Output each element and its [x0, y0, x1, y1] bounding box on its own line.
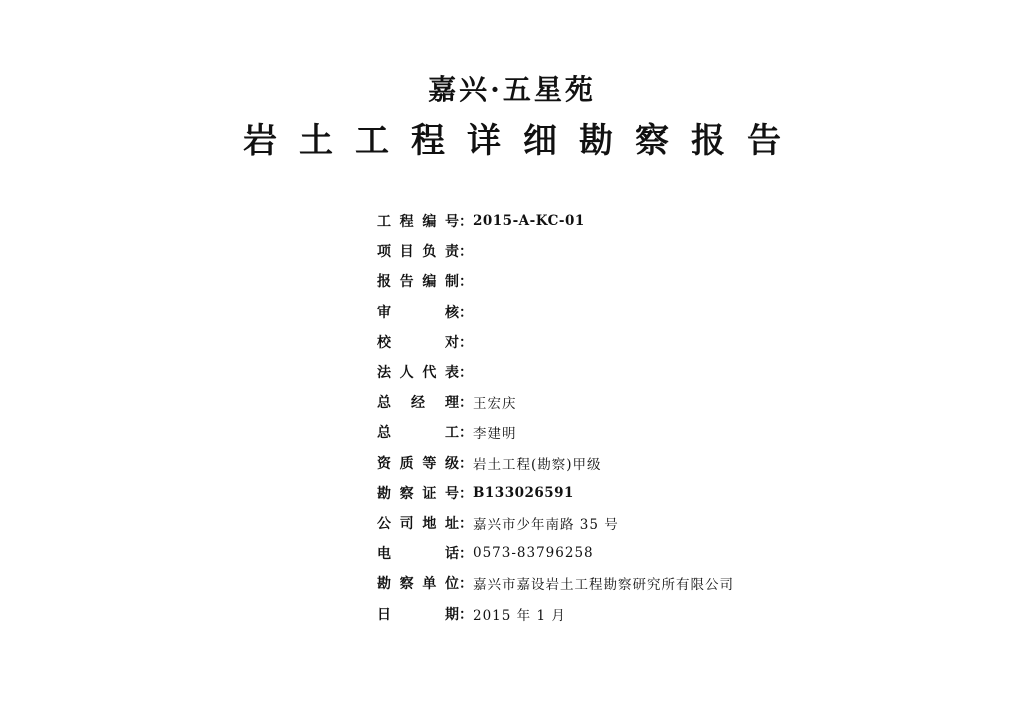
info-label: 工程编号	[377, 214, 459, 231]
info-colon: ：	[459, 485, 473, 502]
info-value: 嘉兴市嘉设岩土工程勘察研究所有限公司	[473, 577, 734, 594]
info-row-qualification-grade	[377, 448, 937, 478]
info-row-survey-unit	[377, 568, 937, 598]
info-label: 报告编制	[377, 274, 459, 291]
info-row-proofreader	[377, 327, 937, 357]
cover-info-list	[377, 206, 937, 629]
info-colon: ：	[459, 606, 473, 623]
info-label: 公司地址	[377, 515, 459, 532]
info-row-general-manager	[377, 387, 937, 417]
info-label: 法人代表	[377, 365, 459, 382]
info-label: 资质等级	[377, 455, 459, 472]
info-colon: ：	[459, 214, 473, 231]
info-row-company-address	[377, 508, 937, 538]
info-value: 2015 年 1 月	[473, 607, 566, 624]
info-value: 嘉兴市少年南路 35 号	[473, 516, 619, 533]
info-label: 总工	[377, 425, 459, 442]
info-row-reviewer	[377, 297, 937, 327]
info-colon: ：	[459, 455, 473, 472]
info-colon: ：	[459, 244, 473, 261]
info-colon: ：	[459, 425, 473, 442]
info-colon: ：	[459, 546, 473, 563]
info-value: 李建明	[473, 426, 517, 443]
info-label: 电话	[377, 546, 459, 563]
info-label: 总经理	[377, 395, 459, 412]
info-colon: ：	[459, 395, 473, 412]
info-colon: ：	[459, 365, 473, 382]
info-label: 校对	[377, 334, 459, 351]
info-row-legal-representative	[377, 357, 937, 387]
info-row-report-author	[377, 266, 937, 296]
info-row-survey-certificate	[377, 478, 937, 508]
info-label: 日期	[377, 606, 459, 623]
info-row-project-lead	[377, 236, 937, 266]
info-label: 勘察证号	[377, 485, 459, 502]
info-label: 项目负责	[377, 244, 459, 261]
info-row-project-number	[377, 206, 937, 236]
info-value: B133026591	[473, 484, 574, 501]
info-colon: ：	[459, 274, 473, 291]
info-row-chief-engineer	[377, 417, 937, 447]
info-value: 岩土工程(勘察)甲级	[473, 456, 602, 473]
info-value: 王宏庆	[473, 396, 517, 413]
info-row-date	[377, 598, 937, 628]
info-label: 勘察单位	[377, 576, 459, 593]
info-row-telephone	[377, 538, 937, 568]
info-value: 0573-83796258	[473, 545, 594, 562]
info-colon: ：	[459, 515, 473, 532]
project-name-title: 嘉兴·五星苑	[428, 73, 596, 106]
info-colon: ：	[459, 334, 473, 351]
report-title: 岩土工程详细勘察报告	[243, 121, 803, 161]
info-value: 2015-A-KC-01	[473, 213, 585, 230]
info-colon: ：	[459, 304, 473, 321]
info-label: 审核	[377, 304, 459, 321]
info-colon: ：	[459, 576, 473, 593]
